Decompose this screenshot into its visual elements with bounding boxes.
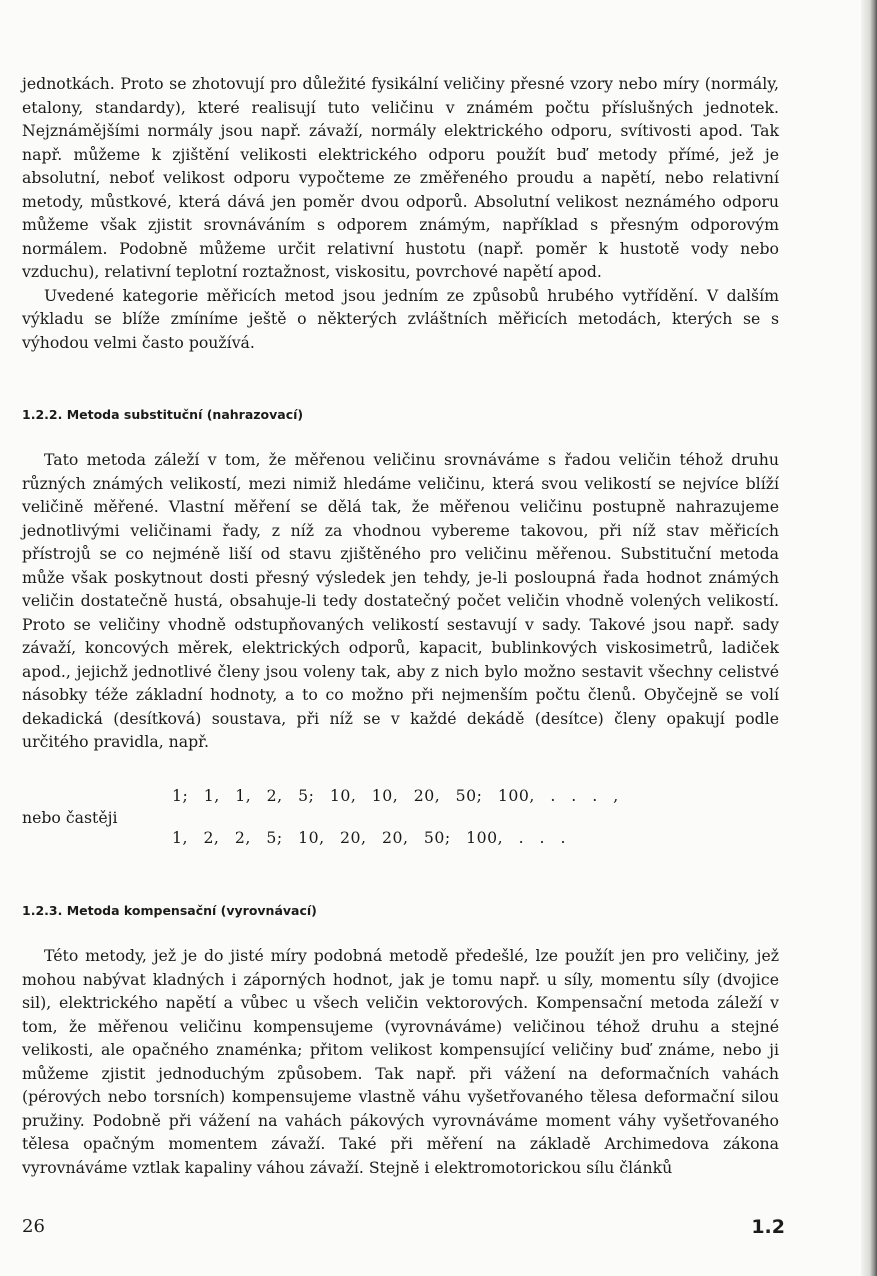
sequence-label: nebo častěji [22, 808, 118, 827]
intro-block [22, 72, 779, 354]
section-heading-1-2-3: 1.2.3. Metoda kompensační (vyrovnávací) [22, 903, 317, 918]
section-1-2-2-body [22, 448, 779, 754]
page-number: 26 [22, 1216, 45, 1237]
section-1-2-3-body [22, 944, 779, 1179]
section-1-2-2-paragraph: Tato metoda záleží v tom, že měřenou veličinu srovnáváme s řadou veličin téhož druhu různých známých velikostí, mezi nimiž hledáme veličinu, která svou velikostí se nejvíce blíží veličině měřené. Vlastní měření se dělá tak, že měřenou veličinu postupně nahrazujeme jednotlivými veličinami řady, z níž za vhodnou vybereme takovou, při níž stav měřicích přístrojů se co nejméně liší od stavu zjištěného pro veličinu měřenou. Substituční metoda může však poskytnout dosti přesný výsledek jen tehdy, je-li posloupná řada hodnot známých veličin dostatečně hustá, obsahuje-li tedy dostatečný počet veličin vhodně volených velikostí. Proto se veličiny vhodně odstupňovaných velikostí sestavují v sady. Takové jsou např. sady závaží, koncových měrek, elektrických odporů, kapacit, bublinkových viskosimetrů, ladiček apod., jejichž jednotlivé členy jsou voleny tak, aby z nich bylo možno sestavit všechny celistvé násobky téže základní hodnoty, a to co možno při nejmenším počtu členů. Obyčejně se volí dekadická (desítková) soustava, při níž se v každé dekádě (desítce) členy opakují podle určitého pravidla, např. [22, 450, 779, 751]
section-heading-1-2-2: 1.2.2. Metoda substituční (nahrazovací) [22, 407, 304, 422]
intro-paragraph-1: jednotkách. Proto se zhotovují pro důležité fysikální veličiny přesné vzory nebo míry (normály, etalony, standardy), které realisují tuto veličinu v známém počtu příslušných jednotek. Nejznámějšími normály jsou např. závaží, normály elektrického odporu, svítivosti apod. Tak např. můžeme k zjištění velikosti elektrického odporu použít buď metody přímé, jež je absolutní, neboť velikost odporu vypočteme ze změřeného proudu a napětí, nebo relativní metody, můstkové, která dává jen poměr dvou odporů. Absolutní velikost neznámého odporu můžeme však zjistit srovnáváním s odporem známým, například s přesným odporovým normálem. Podobně můžeme určit relativní hustotu (např. poměr k hustotě vody nebo vzduchu), relativní teplotní roztažnost, viskositu, povrchové napětí apod. [22, 74, 779, 281]
sequence-2: 1, 2, 2, 5; 10, 20, 20, 50; 100, . . . [172, 828, 567, 847]
sequence-1: 1; 1, 1, 2, 5; 10, 10, 20, 50; 100, . . . , [172, 786, 619, 805]
section-label: 1.2 [751, 1216, 785, 1238]
section-1-2-3-paragraph: Této metody, jež je do jisté míry podobná metodě předešlé, lze použít jen pro veličiny, jež mohou nabývat kladných i záporných hodnot, jak je tomu např. u síly, momentu síly (dvojice sil), elektrického napětí a vůbec u všech veličin vektorových. Kompensační metoda záleží v tom, že měřenou veličinu kompensujeme (vyrovnáváme) veličinou téhož druhu a stejné velikosti, ale opačného znaménka; přitom velikost kompensující veličiny buď známe, nebo ji můžeme zjistit jednoduchým způsobem. Tak např. při vážení na deformačních vahách (pérových nebo torsních) kompensujeme vlastně váhu vyšetřovaného tělesa deformační silou pružiny. Podobně při vážení na vahách pákových vyrovnáváme moment váhy vyšetřovaného tělesa opačným momentem závaží. Také při měření na základě Archimedova zákona vyrovnáváme vztlak kapaliny váhou závaží. Stejně i elektromotorickou sílu článků [22, 946, 779, 1177]
intro-paragraph-2: Uvedené kategorie měřicích metod jsou jedním ze způsobů hrubého vytřídění. V dalším výkladu se blíže zmíníme ještě o některých zvláštních měřicích metodách, kterých se s výhodou velmi často používá. [22, 285, 779, 352]
page-edge-shadow [861, 0, 877, 1276]
